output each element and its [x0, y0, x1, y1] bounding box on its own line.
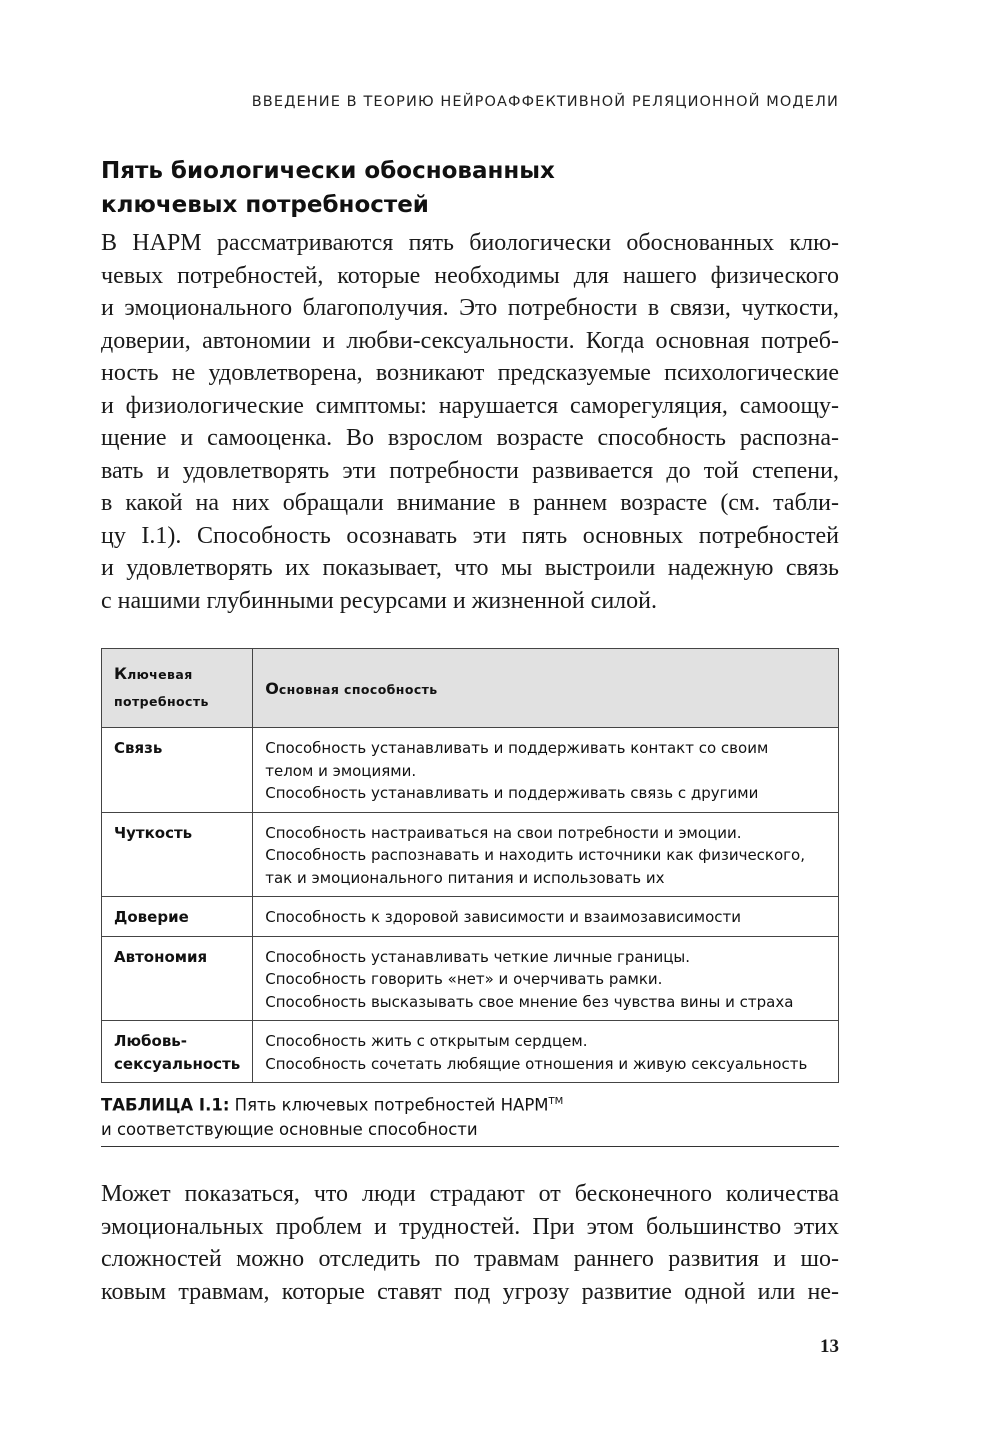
need-cell	[102, 728, 253, 813]
ability-line: Способность устанавливать и поддерживать контакт со своим	[265, 739, 769, 757]
need-label: Связь	[114, 739, 163, 757]
caption-label: ТАБЛИЦА I.1:	[101, 1095, 230, 1115]
need-cell	[102, 1021, 253, 1083]
header-ability	[253, 649, 839, 728]
text-line: и физиологические симптомы: нарушается саморегуляция, самоощу-	[101, 392, 839, 419]
ability-line: Способность говорить «нет» и очерчивать рамки.	[265, 970, 663, 988]
header-ability-initial: О	[265, 678, 279, 698]
ability-line: Способность сочетать любящие отношения и живую сексуальность	[265, 1054, 808, 1073]
text-line: доверии, автономии и любви-сексуальности. Когда основная потреб-	[101, 327, 839, 354]
need-label: сексуальность	[114, 1054, 241, 1073]
text-line: В НАРМ рассматриваются пять биологически обоснованных клю-	[101, 230, 839, 256]
text-line: Может показаться, что люди страдают от бесконечного количества	[101, 1181, 839, 1207]
ability-line: Способность настраиваться на свои потребности и эмоции.	[265, 823, 742, 842]
need-label: Автономия	[114, 947, 208, 966]
need-cell	[102, 812, 253, 897]
text-line: вать и удовлетворять эти потребности развивается до той степени,	[101, 457, 839, 484]
text-line: и удовлетворять их показывает, что мы выстроили надежную связь	[101, 555, 839, 581]
header-need	[102, 649, 253, 728]
ability-line: Способность устанавливать четкие личные границы.	[265, 947, 691, 966]
header-need-rest: лючевая	[127, 667, 193, 682]
text-line: чевых потребностей, которые необходимы для нашего физического	[101, 262, 839, 289]
text-line: цу I.1). Способность осознавать эти пять основных потребностей	[101, 522, 839, 549]
ability-line: Способность к здоровой зависимости и взаимозависимости	[265, 908, 742, 926]
ability-line: Способность распознавать и находить источники как физического,	[265, 846, 805, 864]
header-need-line2: потребность	[114, 694, 209, 709]
ability-cell	[253, 936, 839, 1021]
text-line: с нашими глубинными ресурсами и жизненной силой.	[101, 587, 657, 614]
text-line: эмоциональных проблем и трудностей. При этом большинство этих	[101, 1213, 839, 1240]
ability-line: Способность жить с открытым сердцем.	[265, 1032, 588, 1050]
section-title-line: Пять биологически обоснованных	[101, 158, 555, 184]
need-label: Доверие	[114, 908, 189, 926]
header-ability-rest: сновная способность	[278, 681, 438, 697]
ability-cell	[253, 897, 839, 937]
ability-cell	[253, 1021, 839, 1083]
caption-line2: и соответствующие основные способности	[101, 1119, 478, 1139]
header-need-initial: К	[114, 664, 128, 683]
text-line: ность не удовлетворена, возникают предсказуемые психологические	[101, 360, 839, 386]
page-number: 13	[820, 1336, 839, 1357]
trademark-mark: TM	[548, 1096, 564, 1107]
ability-line: телом и эмоциями.	[265, 761, 417, 780]
table-header-row	[102, 649, 839, 728]
running-head: ВВЕДЕНИЕ В ТЕОРИЮ НЕЙРОАФФЕКТИВНОЙ РЕЛЯЦИОННОЙ МОДЕЛИ	[251, 94, 839, 110]
text-line: и эмоционального благополучия. Это потребности в связи, чуткости,	[101, 295, 839, 321]
paragraph-1	[101, 227, 839, 617]
table-row	[102, 812, 839, 897]
ability-line: так и эмоционального питания и использовать их	[265, 868, 665, 887]
needs-table	[101, 648, 839, 1083]
paragraph-2	[101, 1178, 839, 1308]
table-caption	[101, 1090, 839, 1147]
ability-line: Способность устанавливать и поддерживать связь с другими	[265, 784, 759, 802]
need-label: Чуткость	[114, 823, 193, 842]
section-title	[101, 154, 661, 222]
table-row	[102, 936, 839, 1021]
table-row	[102, 1021, 839, 1083]
ability-line: Способность высказывать свое мнение без чувства вины и страха	[265, 992, 794, 1011]
ability-cell	[253, 812, 839, 897]
need-label: Любовь-	[114, 1032, 188, 1050]
need-cell	[102, 897, 253, 937]
text-line: сложностей можно отследить по травмам раннего развития и шо-	[101, 1246, 839, 1272]
section-title-line: ключевых потребностей	[101, 192, 429, 218]
ability-cell	[253, 728, 839, 813]
table-row	[102, 728, 839, 813]
need-cell	[102, 936, 253, 1021]
table-row	[102, 897, 839, 937]
caption-text: Пять ключевых потребностей НАРМ	[229, 1095, 549, 1115]
text-line: в какой на них обращали внимание в раннем возрасте (см. табли-	[101, 490, 839, 516]
text-line: щение и самооценка. Во взрослом возрасте способность распозна-	[101, 425, 839, 451]
text-line: ковым травмам, которые ставят под угрозу развитие одной или не-	[101, 1278, 839, 1305]
